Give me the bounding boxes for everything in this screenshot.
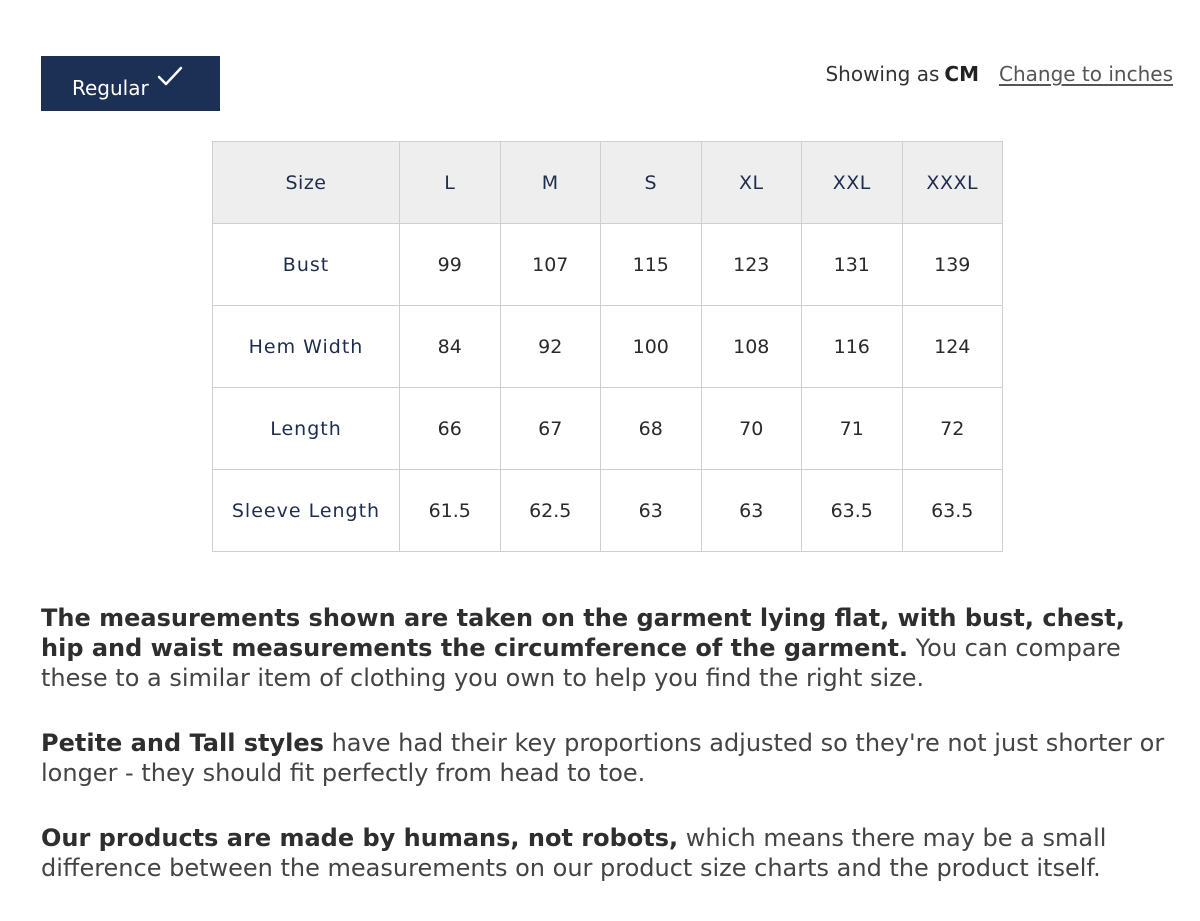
checkmark-icon	[157, 66, 183, 93]
table-cell: 84	[400, 306, 501, 388]
size-guide-notes	[41, 603, 1171, 918]
table-cell: 63.5	[802, 470, 903, 552]
table-cell: 62.5	[500, 470, 601, 552]
table-cell: 92	[500, 306, 601, 388]
table-cell: 61.5	[400, 470, 501, 552]
unit-showing-prefix: Showing as	[825, 62, 940, 86]
table-cell: 63	[701, 470, 802, 552]
table-cell: 67	[500, 388, 601, 470]
table-cell: 100	[601, 306, 702, 388]
size-header-label: Size	[213, 142, 400, 224]
table-cell: 131	[802, 224, 903, 306]
row-label: Hem Width	[213, 306, 400, 388]
table-row-sleeve-length	[213, 470, 1003, 552]
table-cell: 72	[902, 388, 1003, 470]
table-cell: 123	[701, 224, 802, 306]
table-row-length	[213, 388, 1003, 470]
size-column-header: L	[400, 142, 501, 224]
note-text: You can compare these to a similar item of clothing you own to help you find the right size.	[41, 634, 1121, 692]
table-cell: 124	[902, 306, 1003, 388]
note-text: have had their key proportions adjusted so they're not just shorter or longer - they should fit perfectly from head to toe.	[41, 729, 1165, 787]
note-paragraph-measurements	[41, 603, 1171, 693]
table-cell: 99	[400, 224, 501, 306]
table-cell: 108	[701, 306, 802, 388]
table-cell: 70	[701, 388, 802, 470]
table-row-bust	[213, 224, 1003, 306]
note-bold: Our products are made by humans, not robots,	[41, 824, 679, 852]
table-cell: 139	[902, 224, 1003, 306]
note-text: which means there may be a small difference between the measurements on our product size charts and the product itself.	[41, 824, 1107, 882]
table-cell: 115	[601, 224, 702, 306]
size-header-row	[213, 142, 1003, 224]
table-cell: 63.5	[902, 470, 1003, 552]
table-cell: 107	[500, 224, 601, 306]
note-bold: The measurements shown are taken on the garment lying flat, with bust, chest, hip and waist measurements the circumference of the garment.	[41, 604, 1125, 662]
size-column-header: XL	[701, 142, 802, 224]
note-paragraph-petite-tall	[41, 728, 1171, 788]
row-label: Bust	[213, 224, 400, 306]
table-cell: 71	[802, 388, 903, 470]
change-to-inches-link[interactable]: Change to inches	[999, 62, 1173, 86]
fit-regular-label: Regular	[72, 75, 149, 100]
current-unit: CM	[944, 62, 979, 86]
table-cell: 68	[601, 388, 702, 470]
size-chart-table	[212, 141, 1003, 552]
table-cell: 63	[601, 470, 702, 552]
row-label: Sleeve Length	[213, 470, 400, 552]
table-row-hem-width	[213, 306, 1003, 388]
row-label: Length	[213, 388, 400, 470]
note-paragraph-handmade	[41, 823, 1171, 883]
size-column-header: S	[601, 142, 702, 224]
table-cell: 116	[802, 306, 903, 388]
size-column-header: XXL	[802, 142, 903, 224]
size-column-header: M	[500, 142, 601, 224]
unit-toggle-bar	[825, 62, 1173, 86]
fit-regular-button[interactable]	[41, 56, 220, 111]
size-column-header: XXXL	[902, 142, 1003, 224]
note-bold: Petite and Tall styles	[41, 729, 324, 757]
table-cell: 66	[400, 388, 501, 470]
